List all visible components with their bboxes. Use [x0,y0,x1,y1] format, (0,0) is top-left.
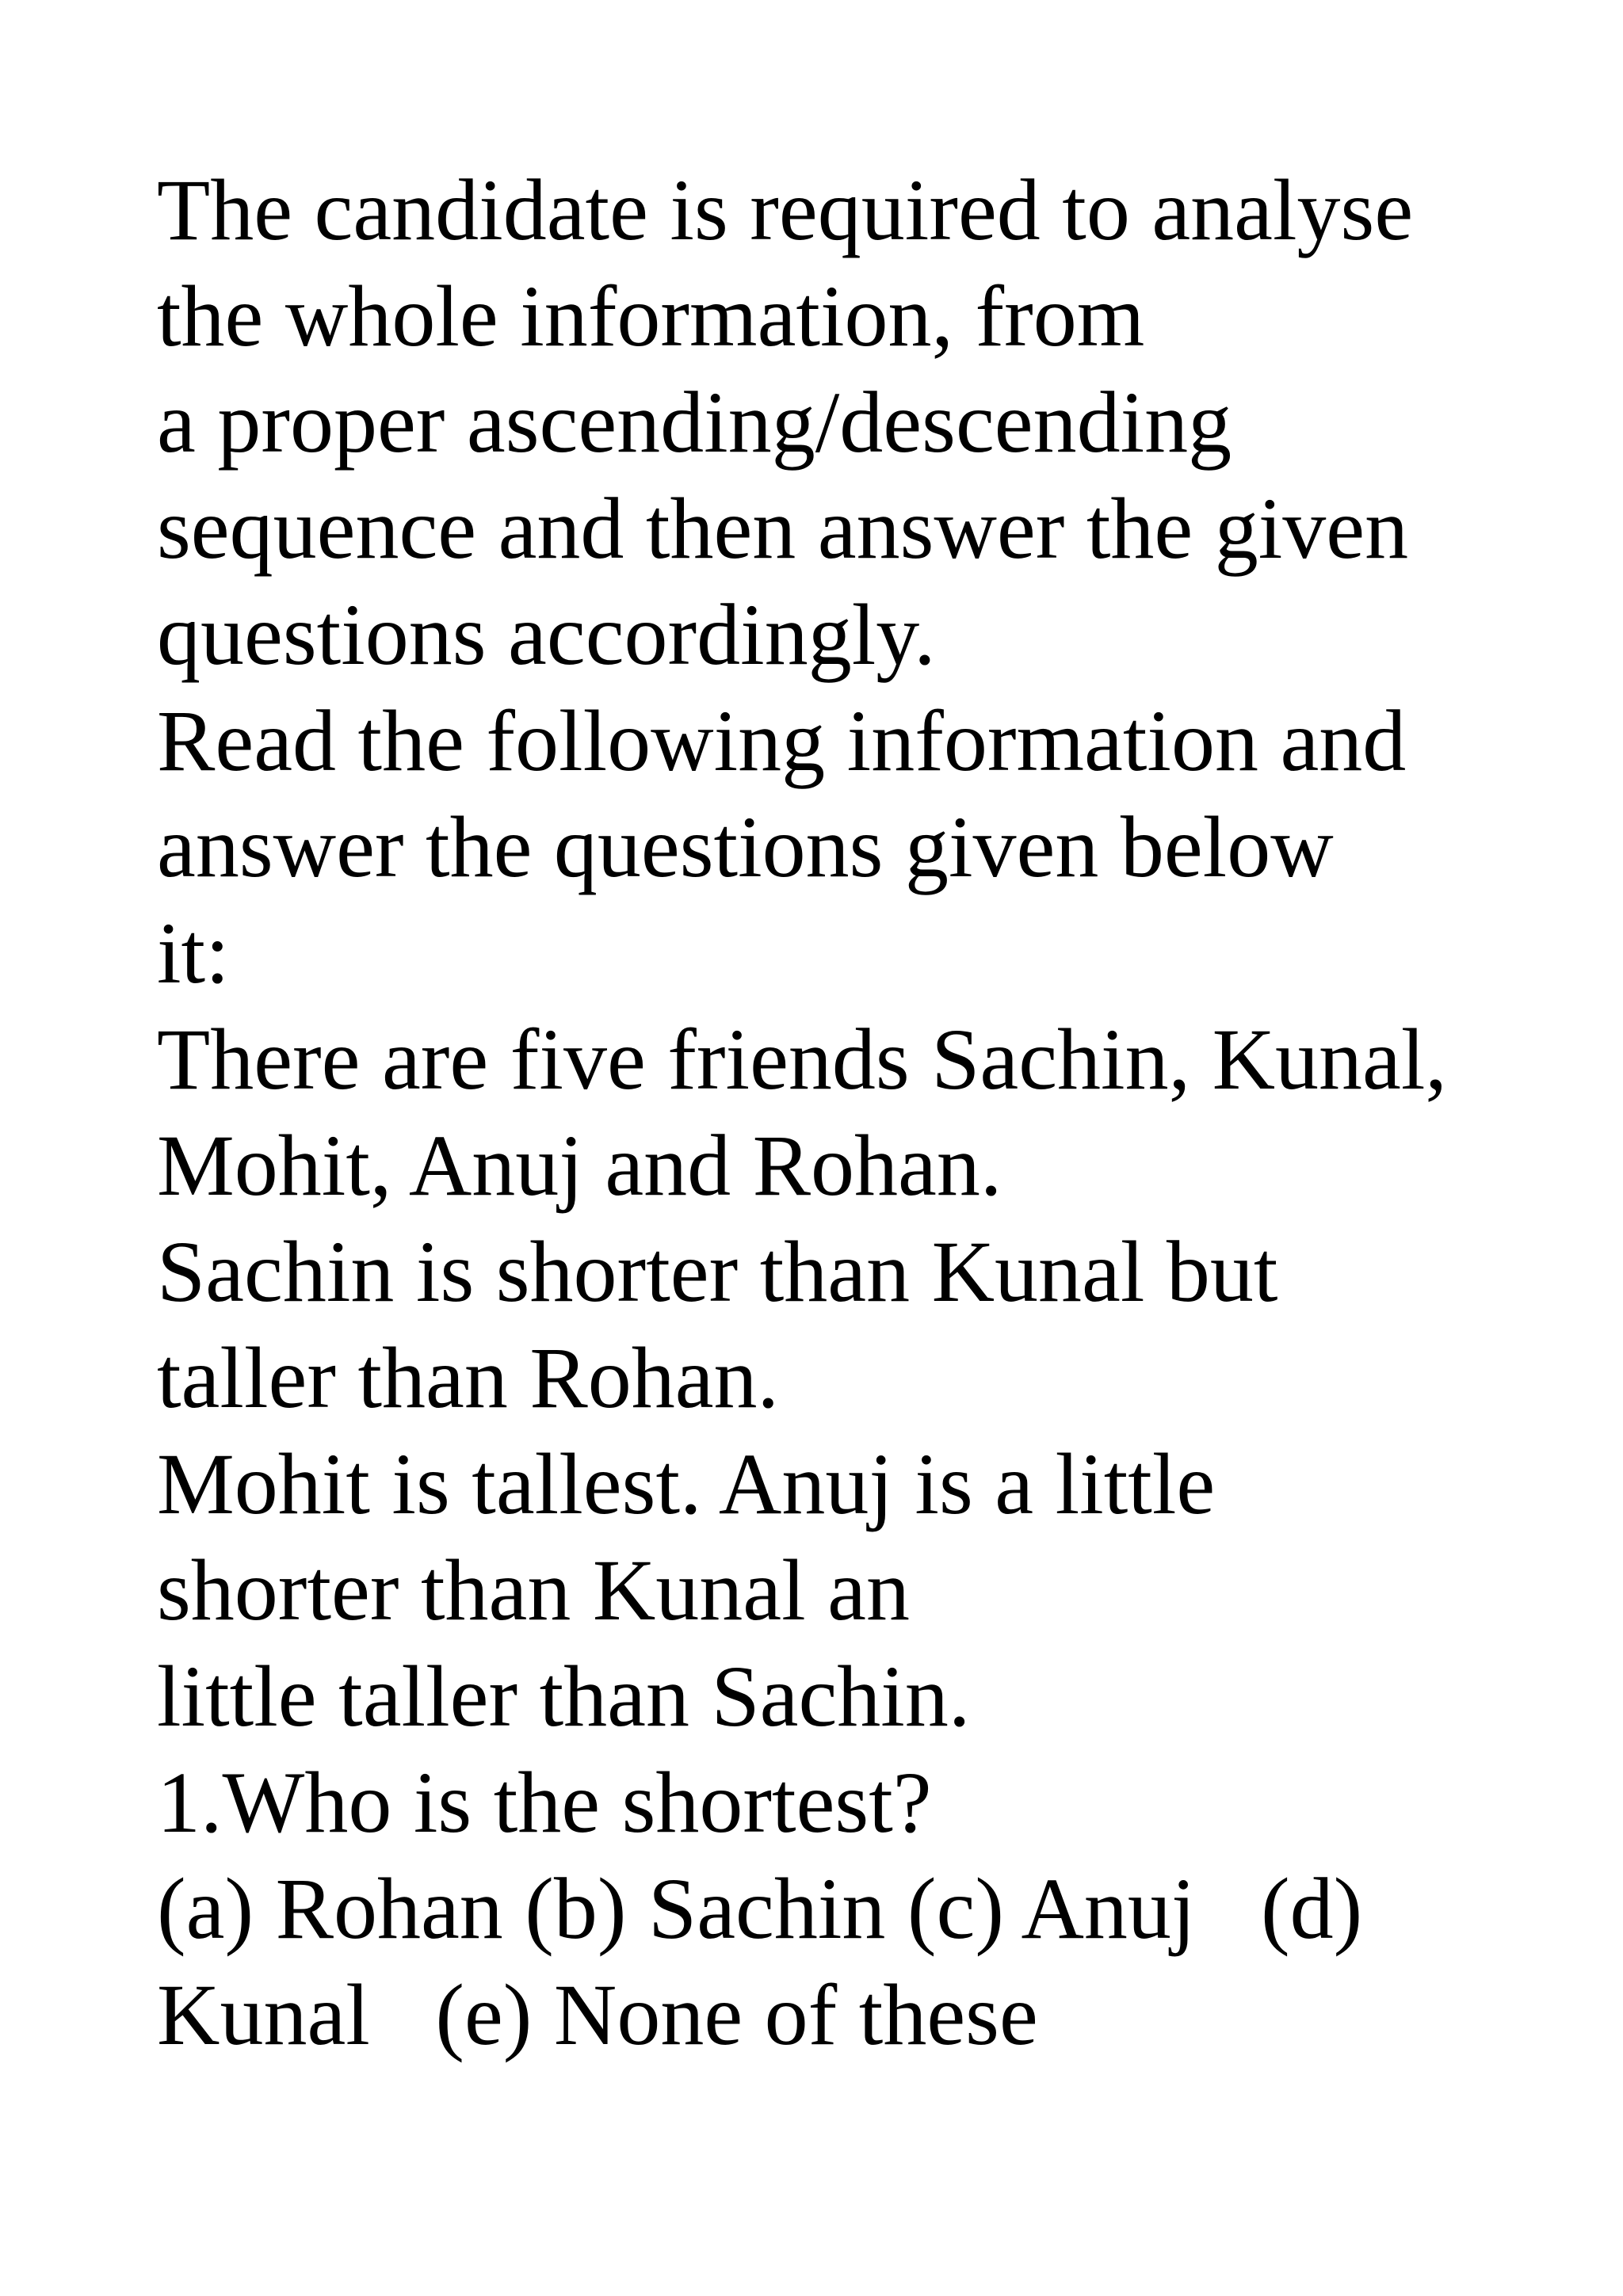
puzzle-line-7: little taller than Sachin. [157,1648,971,1745]
puzzle-line-5: Mohit is tallest. Anuj is a little [157,1436,1216,1532]
options-line-2: Kunal (e) None of these [157,1966,1038,2063]
puzzle-line-6: shorter than Kunal an [157,1542,910,1638]
options-line-1: (a) Rohan (b) Sachin (c) Anuj (d) [157,1860,1363,1957]
puzzle-line-1: There are five friends Sachin, Kunal, [157,1011,1447,1108]
puzzle-line-4: taller than Rohan. [157,1329,780,1426]
instruction-line-5: questions accordingly. [157,586,936,683]
instruction-line-2: the whole information, from [157,268,1145,364]
directions-line-1: Read the following information and [157,692,1407,789]
question-text-block [157,157,1599,2068]
instruction-line-1: The candidate is required to analyse [157,162,1414,258]
directions-line-3: it: [157,905,230,1001]
question-line: 1.Who is the shortest? [157,1754,932,1851]
puzzle-line-3: Sachin is shorter than Kunal but [157,1223,1278,1320]
directions-line-2: answer the questions given below [157,799,1334,895]
instruction-line-4: sequence and then answer the given [157,480,1409,577]
puzzle-line-2: Mohit, Anuj and Rohan. [157,1117,1002,1214]
instruction-line-3: a proper ascending/descending [157,374,1232,471]
